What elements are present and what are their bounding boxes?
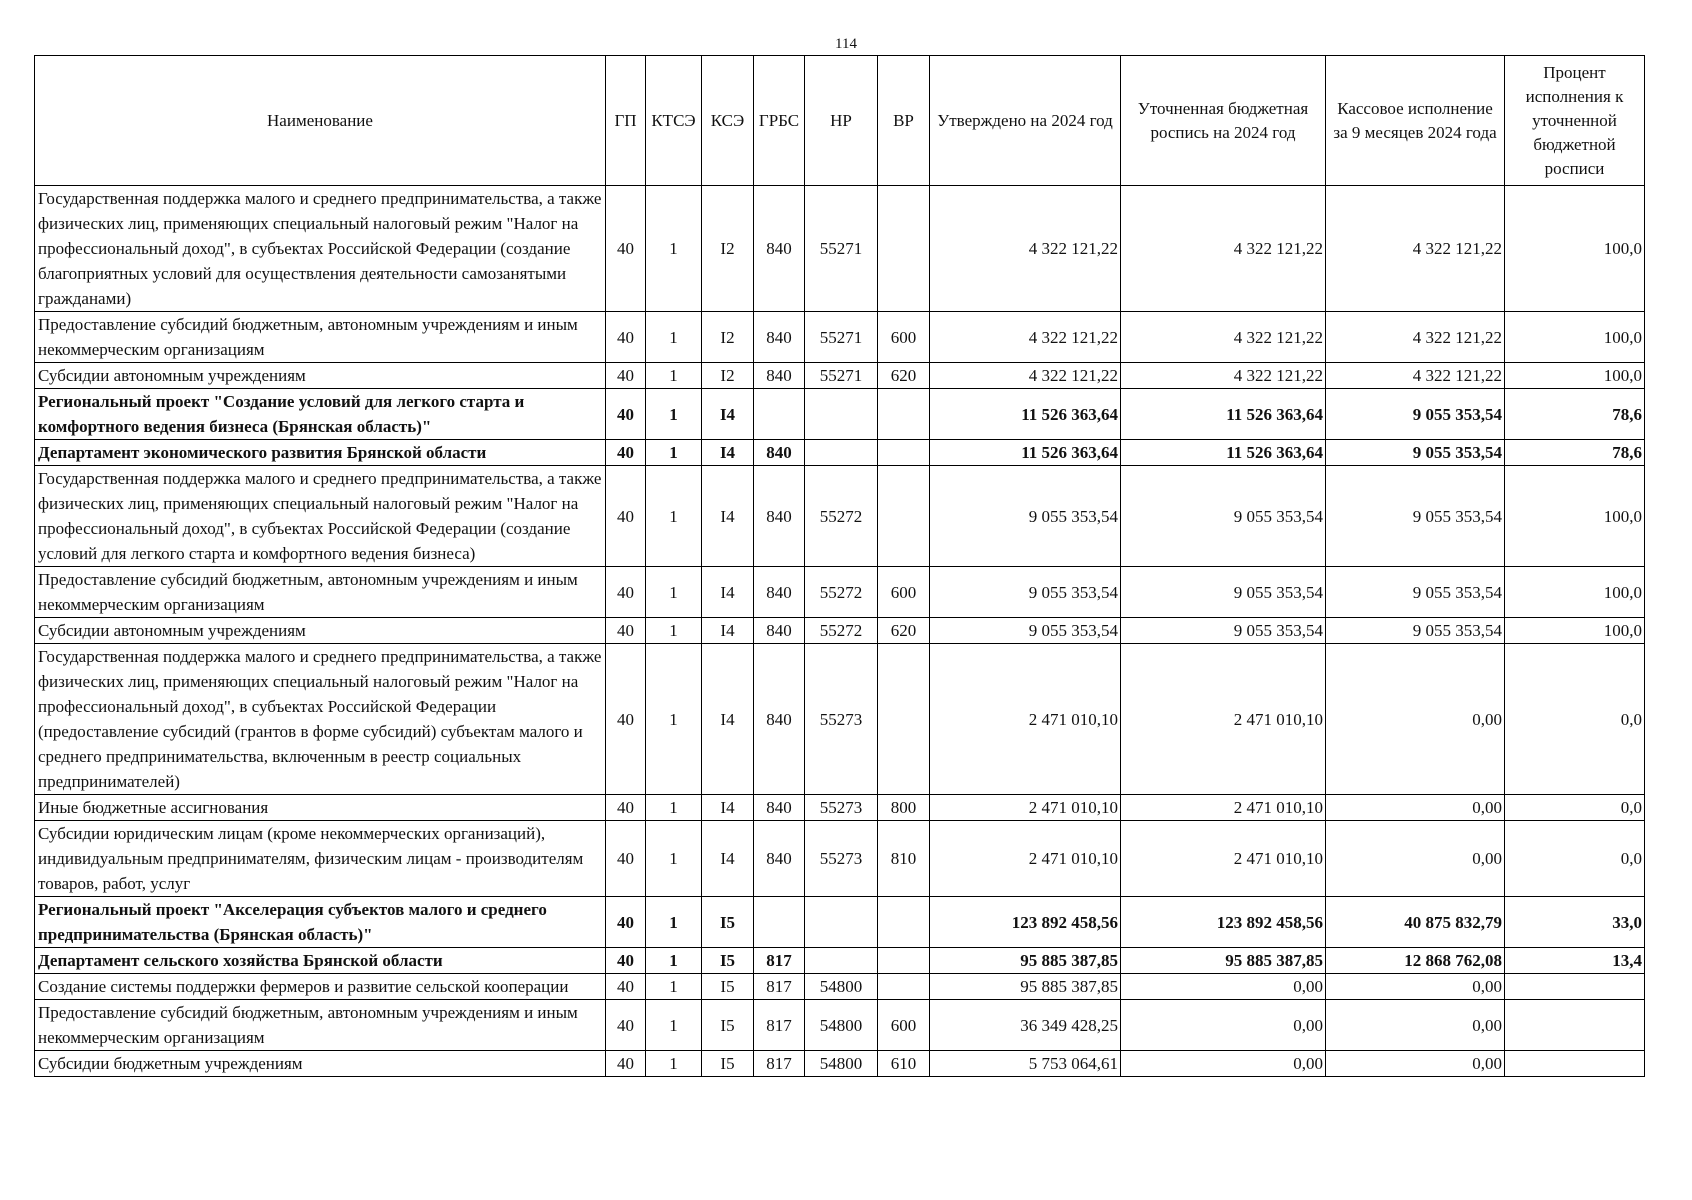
cell-approved: 4 322 121,22 xyxy=(930,186,1121,312)
cell-vr xyxy=(878,466,930,567)
cell-grbs: 840 xyxy=(754,186,805,312)
cell-approved: 36 349 428,25 xyxy=(930,1000,1121,1051)
table-row xyxy=(35,795,1645,821)
cell-name: Государственная поддержка малого и среднего предпринимательства, а также физических лиц, применяющих специальный налоговый режим "Налог на профессиональный доход", в субъектах Российской Федерации (предоставление субсидий (грантов в форме субсидий) субъектам малого и среднего предпринимательства, включенным в реестр социальных предпринимателей) xyxy=(35,644,606,795)
cell-vr: 600 xyxy=(878,1000,930,1051)
cell-nr xyxy=(805,948,878,974)
cell-gp: 40 xyxy=(606,466,646,567)
cell-cash: 9 055 353,54 xyxy=(1326,440,1505,466)
cell-name: Субсидии автономным учреждениям xyxy=(35,363,606,389)
table-row xyxy=(35,186,1645,312)
cell-approved: 2 471 010,10 xyxy=(930,821,1121,897)
cell-ktse: 1 xyxy=(646,466,702,567)
table-row xyxy=(35,821,1645,897)
cell-grbs: 840 xyxy=(754,618,805,644)
cell-kse: I5 xyxy=(702,974,754,1000)
cell-gp: 40 xyxy=(606,1051,646,1077)
cell-percent: 100,0 xyxy=(1505,618,1645,644)
cell-ktse: 1 xyxy=(646,821,702,897)
cell-approved: 9 055 353,54 xyxy=(930,466,1121,567)
cell-nr: 55273 xyxy=(805,644,878,795)
cell-refined: 4 322 121,22 xyxy=(1121,312,1326,363)
cell-vr xyxy=(878,389,930,440)
cell-ktse: 1 xyxy=(646,974,702,1000)
cell-ktse: 1 xyxy=(646,186,702,312)
header-grbs: ГРБС xyxy=(754,56,805,186)
cell-vr: 610 xyxy=(878,1051,930,1077)
cell-gp: 40 xyxy=(606,821,646,897)
cell-kse: I4 xyxy=(702,795,754,821)
cell-name: Региональный проект "Акселерация субъектов малого и среднего предпринимательства (Брянская область)" xyxy=(35,897,606,948)
cell-refined: 2 471 010,10 xyxy=(1121,644,1326,795)
cell-percent: 0,0 xyxy=(1505,795,1645,821)
table-row xyxy=(35,948,1645,974)
header-gp: ГП xyxy=(606,56,646,186)
header-name: Наименование xyxy=(35,56,606,186)
cell-ktse: 1 xyxy=(646,618,702,644)
cell-kse: I4 xyxy=(702,389,754,440)
cell-nr xyxy=(805,389,878,440)
cell-cash: 4 322 121,22 xyxy=(1326,312,1505,363)
cell-name: Иные бюджетные ассигнования xyxy=(35,795,606,821)
cell-nr: 55273 xyxy=(805,821,878,897)
table-row xyxy=(35,1051,1645,1077)
cell-nr: 54800 xyxy=(805,1051,878,1077)
table-row xyxy=(35,567,1645,618)
header-cash: Кассовое исполнение за 9 месяцев 2024 года xyxy=(1326,56,1505,186)
cell-vr xyxy=(878,186,930,312)
cell-name: Субсидии бюджетным учреждениям xyxy=(35,1051,606,1077)
cell-refined: 0,00 xyxy=(1121,1000,1326,1051)
cell-ktse: 1 xyxy=(646,440,702,466)
cell-percent: 100,0 xyxy=(1505,186,1645,312)
cell-gp: 40 xyxy=(606,618,646,644)
cell-approved: 95 885 387,85 xyxy=(930,948,1121,974)
cell-refined: 0,00 xyxy=(1121,974,1326,1000)
cell-cash: 0,00 xyxy=(1326,821,1505,897)
cell-percent: 100,0 xyxy=(1505,466,1645,567)
cell-gp: 40 xyxy=(606,897,646,948)
cell-name: Субсидии автономным учреждениям xyxy=(35,618,606,644)
cell-nr: 55272 xyxy=(805,567,878,618)
cell-gp: 40 xyxy=(606,948,646,974)
cell-ktse: 1 xyxy=(646,567,702,618)
cell-name: Департамент сельского хозяйства Брянской области xyxy=(35,948,606,974)
cell-nr: 55271 xyxy=(805,312,878,363)
table-row xyxy=(35,897,1645,948)
table-row xyxy=(35,312,1645,363)
header-percent: Процент исполнения к уточненной бюджетной росписи xyxy=(1505,56,1645,186)
table-row xyxy=(35,389,1645,440)
cell-vr: 620 xyxy=(878,618,930,644)
cell-percent: 0,0 xyxy=(1505,821,1645,897)
cell-vr: 800 xyxy=(878,795,930,821)
cell-kse: I2 xyxy=(702,312,754,363)
cell-vr xyxy=(878,897,930,948)
cell-vr: 620 xyxy=(878,363,930,389)
cell-gp: 40 xyxy=(606,644,646,795)
cell-refined: 4 322 121,22 xyxy=(1121,186,1326,312)
header-row xyxy=(35,56,1645,186)
cell-kse: I4 xyxy=(702,644,754,795)
cell-cash: 0,00 xyxy=(1326,974,1505,1000)
cell-approved: 4 322 121,22 xyxy=(930,312,1121,363)
table-row xyxy=(35,440,1645,466)
cell-grbs: 840 xyxy=(754,644,805,795)
cell-gp: 40 xyxy=(606,389,646,440)
cell-ktse: 1 xyxy=(646,312,702,363)
cell-grbs: 817 xyxy=(754,974,805,1000)
cell-name: Предоставление субсидий бюджетным, автономным учреждениям и иным некоммерческим организациям xyxy=(35,1000,606,1051)
header-nr: НР xyxy=(805,56,878,186)
table-row xyxy=(35,363,1645,389)
cell-ktse: 1 xyxy=(646,644,702,795)
cell-percent xyxy=(1505,974,1645,1000)
cell-kse: I4 xyxy=(702,618,754,644)
cell-kse: I5 xyxy=(702,897,754,948)
cell-kse: I4 xyxy=(702,466,754,567)
cell-vr: 810 xyxy=(878,821,930,897)
cell-gp: 40 xyxy=(606,567,646,618)
cell-cash: 4 322 121,22 xyxy=(1326,186,1505,312)
cell-grbs: 840 xyxy=(754,821,805,897)
cell-grbs xyxy=(754,897,805,948)
cell-refined: 9 055 353,54 xyxy=(1121,567,1326,618)
cell-refined: 9 055 353,54 xyxy=(1121,618,1326,644)
cell-vr: 600 xyxy=(878,312,930,363)
cell-percent: 13,4 xyxy=(1505,948,1645,974)
cell-kse: I5 xyxy=(702,948,754,974)
cell-kse: I4 xyxy=(702,440,754,466)
cell-name: Предоставление субсидий бюджетным, автономным учреждениям и иным некоммерческим организациям xyxy=(35,567,606,618)
cell-percent: 100,0 xyxy=(1505,363,1645,389)
cell-grbs: 840 xyxy=(754,567,805,618)
cell-vr xyxy=(878,974,930,1000)
cell-nr: 55273 xyxy=(805,795,878,821)
cell-cash: 9 055 353,54 xyxy=(1326,466,1505,567)
cell-ktse: 1 xyxy=(646,389,702,440)
cell-kse: I4 xyxy=(702,567,754,618)
cell-gp: 40 xyxy=(606,440,646,466)
cell-percent: 78,6 xyxy=(1505,440,1645,466)
cell-gp: 40 xyxy=(606,363,646,389)
table-row xyxy=(35,974,1645,1000)
cell-percent: 0,0 xyxy=(1505,644,1645,795)
cell-name: Государственная поддержка малого и среднего предпринимательства, а также физических лиц, применяющих специальный налоговый режим "Налог на профессиональный доход", в субъектах Российской Федерации (создание условий для легкого старта и комфортного ведения бизнеса) xyxy=(35,466,606,567)
cell-grbs: 817 xyxy=(754,1000,805,1051)
cell-nr: 55271 xyxy=(805,363,878,389)
cell-grbs: 840 xyxy=(754,466,805,567)
cell-vr xyxy=(878,440,930,466)
cell-refined: 4 322 121,22 xyxy=(1121,363,1326,389)
cell-grbs: 840 xyxy=(754,440,805,466)
cell-kse: I4 xyxy=(702,821,754,897)
cell-name: Создание системы поддержки фермеров и развитие сельской кооперации xyxy=(35,974,606,1000)
cell-cash: 9 055 353,54 xyxy=(1326,618,1505,644)
table-row xyxy=(35,618,1645,644)
table-row xyxy=(35,644,1645,795)
cell-name: Предоставление субсидий бюджетным, автономным учреждениям и иным некоммерческим организациям xyxy=(35,312,606,363)
cell-ktse: 1 xyxy=(646,1051,702,1077)
cell-percent: 100,0 xyxy=(1505,312,1645,363)
cell-ktse: 1 xyxy=(646,948,702,974)
cell-approved: 9 055 353,54 xyxy=(930,567,1121,618)
cell-cash: 4 322 121,22 xyxy=(1326,363,1505,389)
cell-gp: 40 xyxy=(606,795,646,821)
header-approved: Утверждено на 2024 год xyxy=(930,56,1121,186)
cell-nr: 55272 xyxy=(805,618,878,644)
cell-refined: 123 892 458,56 xyxy=(1121,897,1326,948)
cell-ktse: 1 xyxy=(646,1000,702,1051)
cell-approved: 4 322 121,22 xyxy=(930,363,1121,389)
header-kse: КСЭ xyxy=(702,56,754,186)
cell-grbs: 840 xyxy=(754,363,805,389)
cell-nr: 54800 xyxy=(805,1000,878,1051)
header-vr: ВР xyxy=(878,56,930,186)
cell-gp: 40 xyxy=(606,974,646,1000)
cell-nr xyxy=(805,440,878,466)
cell-refined: 9 055 353,54 xyxy=(1121,466,1326,567)
cell-name: Региональный проект "Создание условий для легкого старта и комфортного ведения бизнеса (Брянская область)" xyxy=(35,389,606,440)
cell-cash: 12 868 762,08 xyxy=(1326,948,1505,974)
cell-grbs: 840 xyxy=(754,795,805,821)
budget-table xyxy=(34,55,1645,1077)
header-refined: Уточненная бюджетная роспись на 2024 год xyxy=(1121,56,1326,186)
table-row xyxy=(35,1000,1645,1051)
cell-approved: 95 885 387,85 xyxy=(930,974,1121,1000)
cell-name: Департамент экономического развития Брянской области xyxy=(35,440,606,466)
cell-gp: 40 xyxy=(606,312,646,363)
table-body xyxy=(35,186,1645,1077)
cell-cash: 0,00 xyxy=(1326,795,1505,821)
cell-kse: I5 xyxy=(702,1051,754,1077)
cell-percent: 33,0 xyxy=(1505,897,1645,948)
cell-kse: I5 xyxy=(702,1000,754,1051)
cell-vr: 600 xyxy=(878,567,930,618)
cell-cash: 40 875 832,79 xyxy=(1326,897,1505,948)
cell-cash: 9 055 353,54 xyxy=(1326,389,1505,440)
cell-grbs: 840 xyxy=(754,312,805,363)
cell-approved: 2 471 010,10 xyxy=(930,644,1121,795)
cell-kse: I2 xyxy=(702,186,754,312)
cell-grbs: 817 xyxy=(754,1051,805,1077)
cell-ktse: 1 xyxy=(646,897,702,948)
cell-refined: 11 526 363,64 xyxy=(1121,440,1326,466)
cell-vr xyxy=(878,948,930,974)
cell-percent: 78,6 xyxy=(1505,389,1645,440)
cell-nr: 55271 xyxy=(805,186,878,312)
cell-percent: 100,0 xyxy=(1505,567,1645,618)
cell-percent xyxy=(1505,1000,1645,1051)
cell-refined: 11 526 363,64 xyxy=(1121,389,1326,440)
cell-cash: 0,00 xyxy=(1326,1000,1505,1051)
cell-cash: 0,00 xyxy=(1326,1051,1505,1077)
cell-ktse: 1 xyxy=(646,795,702,821)
cell-refined: 2 471 010,10 xyxy=(1121,795,1326,821)
cell-approved: 2 471 010,10 xyxy=(930,795,1121,821)
cell-gp: 40 xyxy=(606,1000,646,1051)
cell-cash: 9 055 353,54 xyxy=(1326,567,1505,618)
cell-approved: 5 753 064,61 xyxy=(930,1051,1121,1077)
cell-approved: 9 055 353,54 xyxy=(930,618,1121,644)
cell-grbs: 817 xyxy=(754,948,805,974)
cell-refined: 2 471 010,10 xyxy=(1121,821,1326,897)
cell-nr: 55272 xyxy=(805,466,878,567)
cell-approved: 123 892 458,56 xyxy=(930,897,1121,948)
header-ktse: КТСЭ xyxy=(646,56,702,186)
cell-approved: 11 526 363,64 xyxy=(930,440,1121,466)
cell-kse: I2 xyxy=(702,363,754,389)
cell-nr: 54800 xyxy=(805,974,878,1000)
cell-refined: 95 885 387,85 xyxy=(1121,948,1326,974)
cell-approved: 11 526 363,64 xyxy=(930,389,1121,440)
cell-name: Субсидии юридическим лицам (кроме некоммерческих организаций), индивидуальным предпринимателям, физическим лицам - производителям товаров, работ, услуг xyxy=(35,821,606,897)
cell-cash: 0,00 xyxy=(1326,644,1505,795)
cell-percent xyxy=(1505,1051,1645,1077)
cell-nr xyxy=(805,897,878,948)
cell-gp: 40 xyxy=(606,186,646,312)
cell-grbs xyxy=(754,389,805,440)
page-number: 114 xyxy=(835,36,857,52)
cell-ktse: 1 xyxy=(646,363,702,389)
table-row xyxy=(35,466,1645,567)
cell-name: Государственная поддержка малого и среднего предпринимательства, а также физических лиц, применяющих специальный налоговый режим "Налог на профессиональный доход", в субъектах Российской Федерации (создание благоприятных условий для осуществления деятельности самозанятыми гражданами) xyxy=(35,186,606,312)
cell-vr xyxy=(878,644,930,795)
cell-refined: 0,00 xyxy=(1121,1051,1326,1077)
